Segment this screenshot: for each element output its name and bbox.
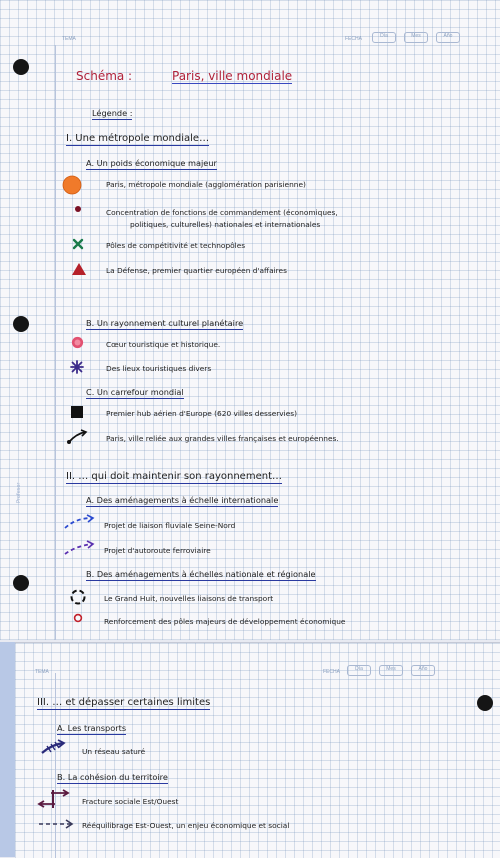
purple-dashed-arrow-icon [62,540,96,558]
page-margin-line [55,45,56,640]
binder-hole [13,59,29,75]
orange-circle-icon [62,175,82,195]
binder-hole [13,316,29,332]
header-dia: Día [372,32,396,43]
section-2-heading: II. … qui doit maintenir son rayonnement… [66,471,282,482]
small-dot-icon [74,205,82,213]
section-1a-heading: A. Un poids économique majeur [86,158,217,168]
legend-item-text: Concentration de fonctions de commandement (économiques, [106,208,338,217]
legend-item-text: Projet de liaison fluviale Seine-Nord [104,521,236,530]
section-3b-heading: B. La cohésion du territoire [57,772,168,782]
black-square-icon [70,405,84,419]
header-tema: TEMA [62,36,76,42]
header-mes: Mes [404,32,428,43]
title-label: Schéma : [76,69,133,83]
legend-label: Légende : [92,108,133,118]
legend-item-text: Projet d'autoroute ferroviaire [104,546,211,555]
legend-item-text: Paris, ville reliée aux grandes villes françaises et européennes. [106,434,339,443]
header-mes: Mes [379,665,403,676]
section-3a-heading: A. Les transports [57,723,127,733]
fracture-arrow-icon [37,788,71,810]
red-small-ring-icon [73,613,83,623]
section-1b-heading: B. Un rayonnement culturel planétaire [86,318,244,328]
legend-item-text: Cœur touristique et historique. [106,340,221,349]
dashed-ring-icon [69,588,87,606]
legend-item-text: Paris, métropole mondiale (agglomération parisienne) [106,180,306,189]
side-mark: Profesor [16,482,22,503]
blue-dashed-arrow-icon [62,514,96,532]
legend-item-text: Pôles de compétitivité et technopôles [106,241,246,250]
legend-item-text: Un réseau saturé [82,747,146,756]
header-fecha: FECHA [323,669,340,675]
dashed-right-arrow-icon [37,818,77,830]
legend-item-text: Le Grand Huit, nouvelles liaisons de transport [104,594,274,603]
pink-circle-icon [71,336,84,349]
section-2a-heading: A. Des aménagements à échelle internationale [86,495,279,505]
legend-item-text: Premier hub aérien d'Europe (620 villes desservies) [106,409,298,418]
notebook-page-2 [15,642,500,858]
legend-item-text: politiques, culturelles) nationales et internationales [130,220,321,229]
legend-item-text: Renforcement des pôles majeurs de développement économique [104,617,346,626]
legend-item-text: Des lieux touristiques divers [106,364,212,373]
legend-item-text: La Défense, premier quartier européen d'affaires [106,266,287,275]
purple-star-icon [70,360,84,374]
header-ano: Año [436,32,460,43]
legend-item-text: Fracture sociale Est/Ouest [82,797,179,806]
hatched-arrow-icon [39,739,69,757]
page-header [15,641,500,675]
green-cross-icon [72,238,84,250]
header-fecha: FECHA [345,36,362,42]
section-2b-heading: B. Des aménagements à échelles nationale et régionale [86,569,316,579]
header-tema: TEMA [35,669,49,675]
section-1c-heading: C. Un carrefour mondial [86,387,184,397]
page-title: Paris, ville mondiale [172,69,293,83]
binder-hole [477,695,493,711]
red-triangle-icon [71,262,87,276]
section-1-heading: I. Une métropole mondiale… [66,133,210,144]
header-ano: Año [411,665,435,676]
header-dia: Día [347,665,371,676]
legend-item-text: Rééquilibrage Est-Ouest, un enjeu économique et social [82,821,290,830]
binder-hole [13,575,29,591]
section-3-heading: III. … et dépasser certaines limites [37,697,211,708]
page-header [0,0,500,42]
page-edge [0,642,15,857]
curved-arrow-icon [66,428,90,446]
